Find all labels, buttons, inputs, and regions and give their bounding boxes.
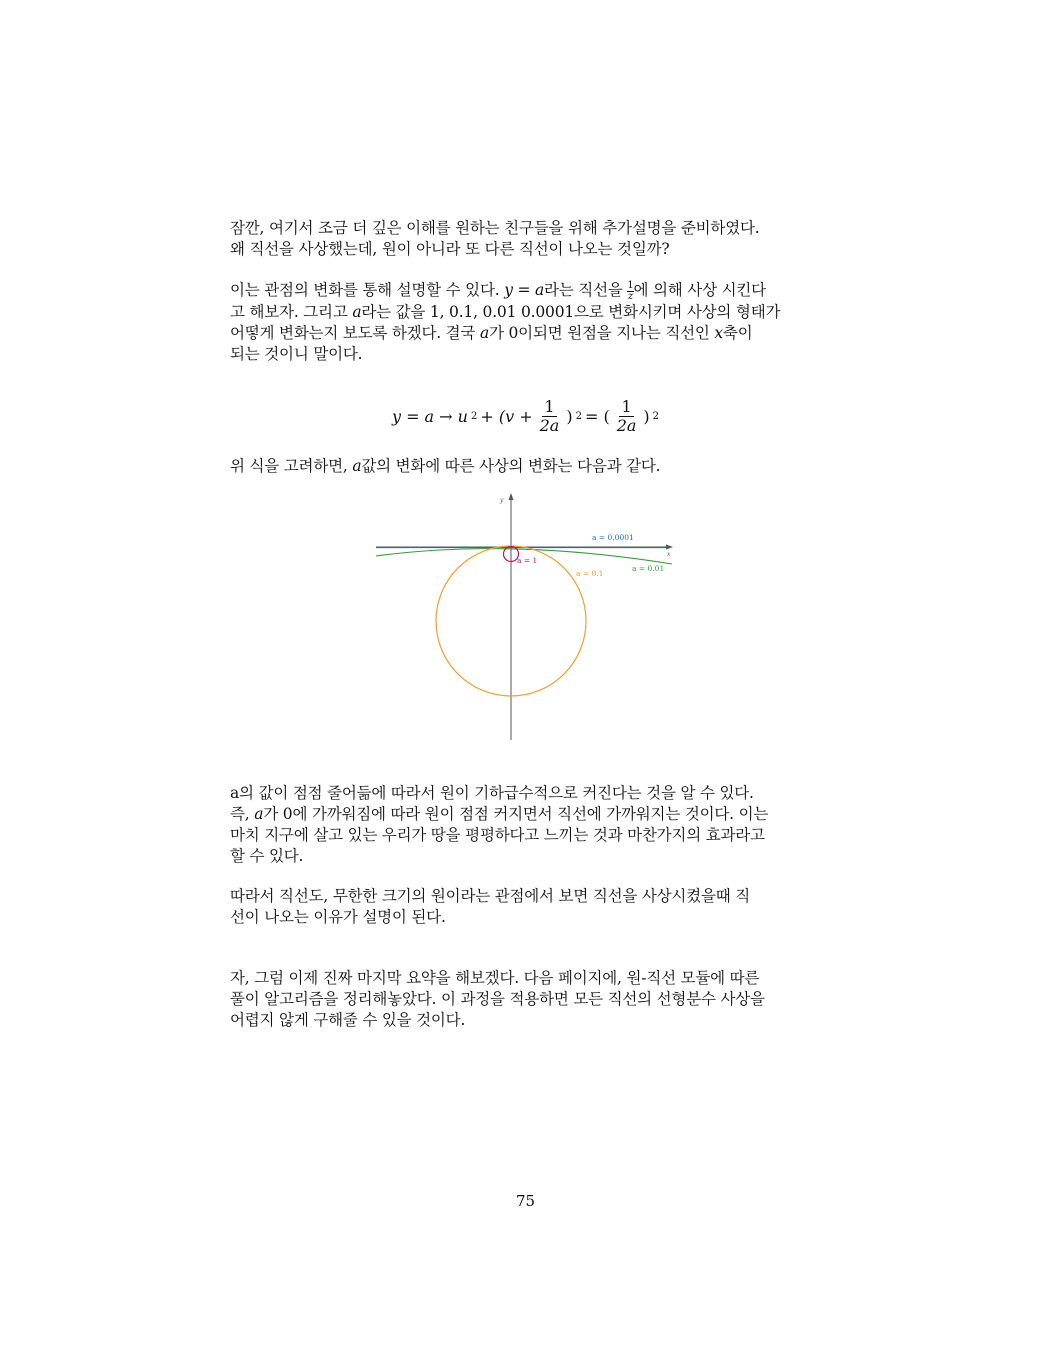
label-a-0001: a = 0.0001: [592, 533, 634, 542]
text-line: 위 식을 고려하면, a값의 변화에 따른 사상의 변화는 다음과 같다.: [230, 457, 661, 475]
text-line: 잠깐, 여기서 조금 더 깊은 이해를 원하는 친구들을 위해 추가설명을 준비하였다.: [230, 219, 760, 237]
paragraph-conclusion: [230, 886, 822, 928]
text-line: 고 해보자. 그리고 a라는 값을 1, 0.1, 0.01 0.0001으로 변화시키며 사상의 형태가: [230, 302, 781, 321]
label-a-001: a = 0.01: [632, 564, 665, 573]
text-line: 왜 직선을 사상했는데, 원이 아니라 또 다른 직선이 나오는 것일까?: [230, 240, 670, 258]
text-line: 어렵지 않게 구해줄 수 있을 것이다.: [230, 1011, 466, 1029]
x-axis-label: x: [667, 551, 671, 558]
label-a-1: a = 1: [517, 556, 538, 565]
fraction: $\frac{1}{2a}$: [539, 397, 560, 435]
text-line: 따라서 직선도, 무한한 크기의 원이라는 관점에서 보면 직선을 사상시켰을때 직: [230, 887, 751, 905]
math-fraction: $\frac{1}{z}$: [627, 279, 634, 302]
label-a-01: a = 0.1: [576, 569, 604, 578]
display-formula: y = a → u 2 + (v + $\frac{1}{2a}$ ) 2 = ( $\frac{1}{2a}$ ) 2: [391, 397, 660, 435]
text-line: 선이 나오는 이유가 설명이 된다.: [230, 908, 446, 926]
y-axis-arrow: [509, 493, 514, 500]
text-line: 할 수 있다.: [230, 847, 304, 865]
paragraph-figure-intro: [230, 456, 822, 477]
text-line: 이는 관점의 변화를 통해 설명할 수 있다. y = a라는 직선을 $\frac{1}{z}$ 에 의해 사상 시킨다: [230, 279, 766, 302]
paragraph-observation: [230, 783, 822, 867]
text-line: 마치 지구에 살고 있는 우리가 땅을 평평하다고 느끼는 것과 마찬가지의 효과라고: [230, 826, 765, 844]
fraction: $\frac{1}{2a}$: [616, 397, 637, 435]
text-line: 어떻게 변화는지 보도록 하겠다. 결국 a가 0이되면 원점을 지나는 직선인 x축이: [230, 323, 753, 342]
paragraph-explanation: [230, 280, 822, 365]
mapping-figure: [370, 490, 680, 745]
paragraph-summary: [230, 968, 822, 1031]
text-line: 자, 그럼 이제 진짜 마지막 요약을 해보겠다. 다음 페이지에, 원-직선 모듈에 따른: [230, 969, 760, 987]
math-inline: y = a: [504, 281, 545, 299]
text-line: a의 값이 점점 줄어듦에 따라서 원이 기하급수적으로 커진다는 것을 알 수 있다.: [230, 784, 754, 802]
text-line: 풀이 알고리즘을 정리해놓았다. 이 과정을 적용하면 모든 직선의 선형분수 사상을: [230, 990, 765, 1008]
y-axis-label: y: [500, 497, 504, 504]
text-line: 즉, a가 0에 가까워짐에 따라 원이 점점 커지면서 직선에 가까워지는 것이다. 이는: [230, 805, 769, 823]
text-line: 되는 것이니 말이다.: [230, 344, 363, 363]
page-number: 75: [515, 1192, 536, 1210]
paragraph-intro: [230, 218, 822, 260]
